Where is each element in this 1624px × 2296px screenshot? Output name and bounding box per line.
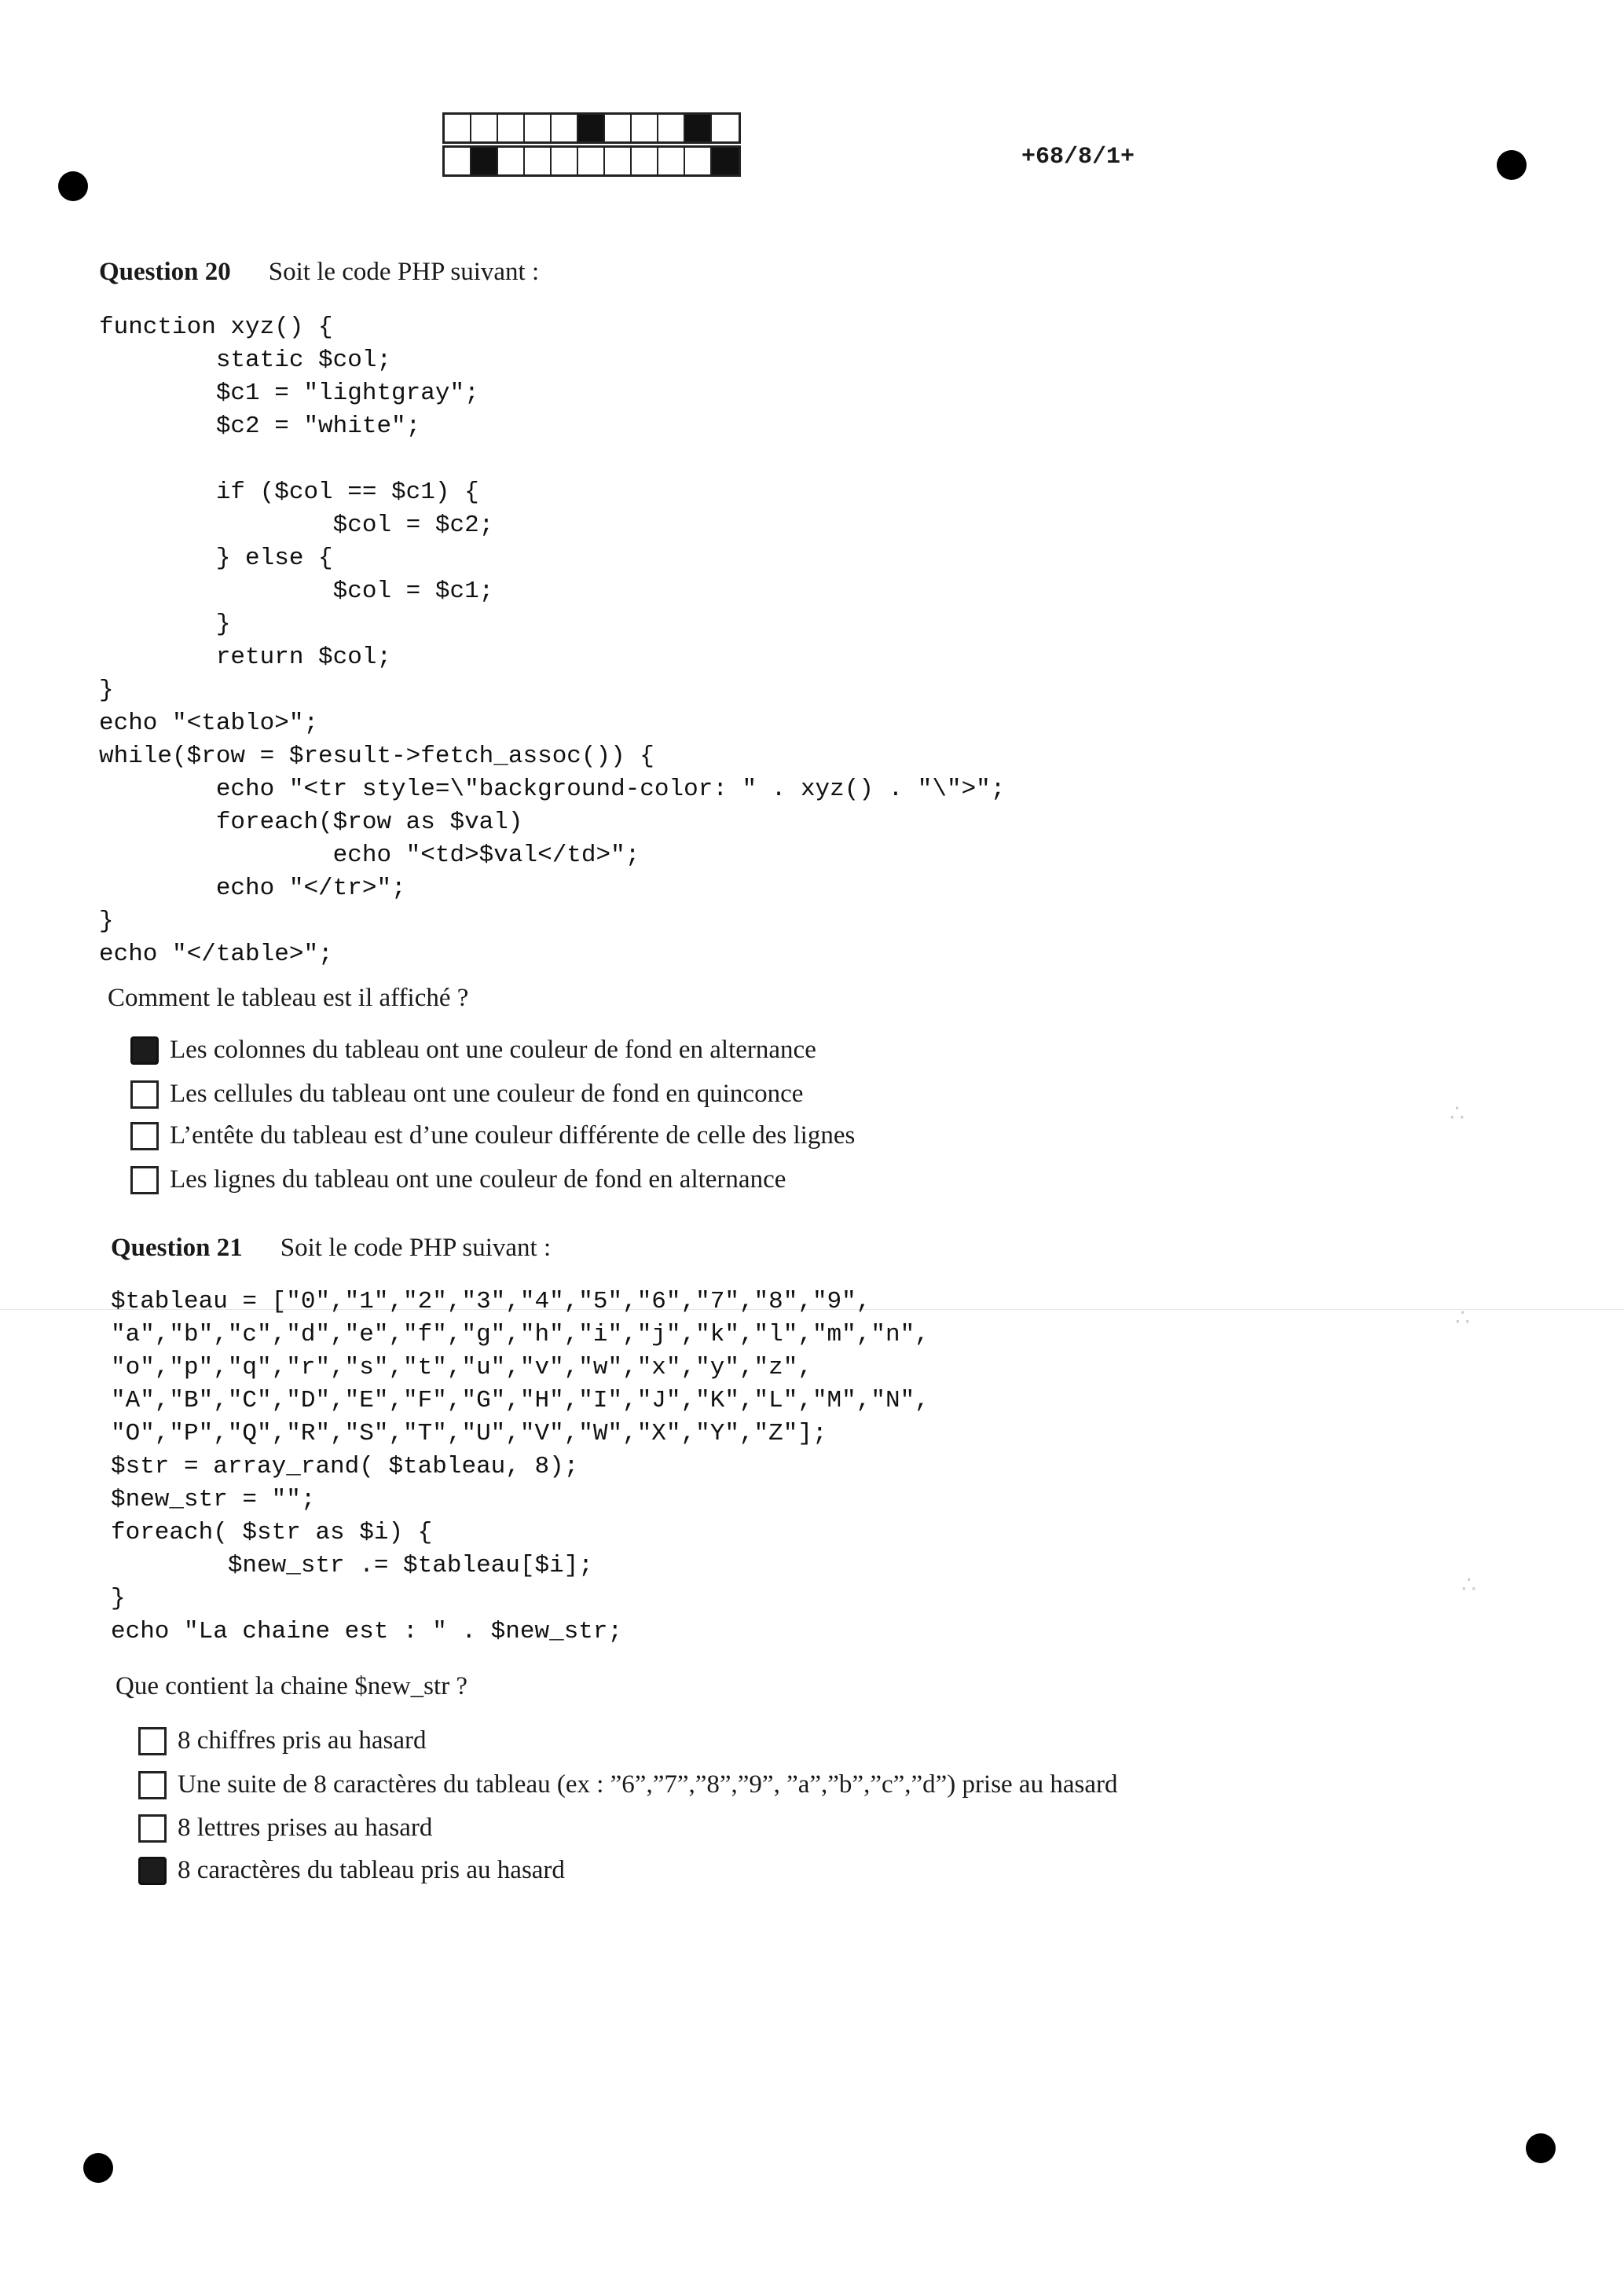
question-21-label: Question 21 — [111, 1234, 243, 1262]
q20-choice-4[interactable] — [130, 1165, 786, 1194]
q21-choice-1-label: 8 chiffres pris au hasard — [178, 1726, 427, 1755]
id-code-cell — [445, 148, 471, 174]
q20-choice-2[interactable] — [130, 1080, 803, 1109]
registration-mark-top-right — [1497, 150, 1527, 180]
q21-choice-3-label: 8 lettres prises au hasard — [178, 1814, 433, 1842]
q21-checkbox-1[interactable] — [138, 1727, 167, 1755]
question-21-intro: Soit le code PHP suivant : — [280, 1234, 552, 1262]
q21-checkbox-4[interactable] — [138, 1857, 167, 1885]
registration-mark-bottom-right — [1526, 2133, 1556, 2163]
id-code-cell — [578, 115, 605, 141]
registration-mark-bottom-left — [83, 2153, 113, 2183]
question-20-prompt: Comment le tableau est il affiché ? — [108, 984, 469, 1012]
q20-choice-1[interactable] — [130, 1036, 816, 1065]
id-code-cell — [632, 148, 658, 174]
scan-smudge: ∴ — [1450, 1101, 1465, 1127]
q21-choice-3[interactable] — [138, 1814, 432, 1843]
q21-checkbox-2[interactable] — [138, 1771, 167, 1799]
question-20-intro: Soit le code PHP suivant : — [268, 258, 540, 286]
question-20-header — [99, 258, 539, 287]
id-code-cell — [712, 115, 739, 141]
id-code-cell — [498, 148, 525, 174]
question-21-code: $tableau = ["0","1","2","3","4","5","6","7","8","9", "a","b","c","d","e","f","g","h","i","j","k","l","m","n", "o","p","q","r","s","t","u","v","w","x","y","z", "A","B","C","D","E","F","G","H","I","J","K","L","M","N", "O","P","Q","R","S","T","U","V","W","X","Y","Z"]; $str = array_rand( $tableau, 8); $new_str = ""; foreach( $str as $i) { $new_str .= $tableau[$i]; } echo "La chaine est : " . $new_str; — [111, 1288, 929, 1645]
id-code-cell — [658, 148, 685, 174]
q21-choice-1[interactable] — [138, 1726, 426, 1755]
q21-choice-2-label: Une suite de 8 caractères du tableau (ex : ”6”,”7”,”8”,”9”, ”a”,”b”,”c”,”d”) prise au hasard — [178, 1770, 1118, 1799]
page-id: +68/8/1+ — [1021, 144, 1135, 171]
q21-choice-2[interactable] — [138, 1770, 1117, 1799]
registration-mark-top-left — [58, 171, 88, 201]
q20-choice-3[interactable] — [130, 1121, 855, 1150]
id-code-cell — [605, 148, 632, 174]
id-code-cell — [445, 115, 471, 141]
question-21-header — [111, 1234, 551, 1263]
q20-checkbox-2[interactable] — [130, 1080, 159, 1109]
question-21-prompt: Que contient la chaine $new_str ? — [115, 1672, 468, 1700]
id-code-cell — [605, 115, 632, 141]
q20-checkbox-1[interactable] — [130, 1036, 159, 1065]
q20-checkbox-3[interactable] — [130, 1122, 159, 1150]
id-code-cell — [552, 148, 578, 174]
scan-smudge: ∴ — [1455, 1305, 1471, 1331]
id-code-row-1 — [442, 112, 741, 144]
q20-choice-2-label: Les cellules du tableau ont une couleur de fond en quinconce — [170, 1080, 804, 1108]
id-code-row-2 — [442, 145, 741, 177]
id-code-cell — [525, 115, 552, 141]
scan-smudge: ∴ — [1461, 1572, 1477, 1598]
id-code-cell — [471, 115, 498, 141]
id-code-cell — [658, 115, 685, 141]
id-code-cell — [525, 148, 552, 174]
q20-choice-3-label: L’entête du tableau est d’une couleur différente de celle des lignes — [170, 1121, 856, 1150]
id-code-cell — [712, 148, 739, 174]
q21-checkbox-3[interactable] — [138, 1814, 167, 1843]
q20-choice-1-label: Les colonnes du tableau ont une couleur de fond en alternance — [170, 1036, 816, 1064]
id-code-cell — [685, 115, 712, 141]
question-20-code: function xyz() { static $col; $c1 = "lightgray"; $c2 = "white"; if ($col == $c1) { $col = $c2; } else { $col = $c1; } return $col; } echo "<tablo>"; while($row = $result->fetch_assoc()) { echo "<tr style=\"background-color: " . xyz() . "\">"; foreach($row as $val) echo "<td>$val</td>"; echo "</tr>"; } echo "</table>"; — [99, 314, 1006, 968]
id-code-cell — [685, 148, 712, 174]
q21-choice-4-label: 8 caractères du tableau pris au hasard — [178, 1856, 565, 1884]
id-code-cell — [578, 148, 605, 174]
q20-checkbox-4[interactable] — [130, 1166, 159, 1194]
id-code-cell — [498, 115, 525, 141]
id-code-cell — [471, 148, 498, 174]
q20-choice-4-label: Les lignes du tableau ont une couleur de fond en alternance — [170, 1165, 786, 1194]
q21-choice-4[interactable] — [138, 1856, 565, 1885]
id-code-cell — [632, 115, 658, 141]
id-code-cell — [552, 115, 578, 141]
question-20-label: Question 20 — [99, 258, 231, 286]
